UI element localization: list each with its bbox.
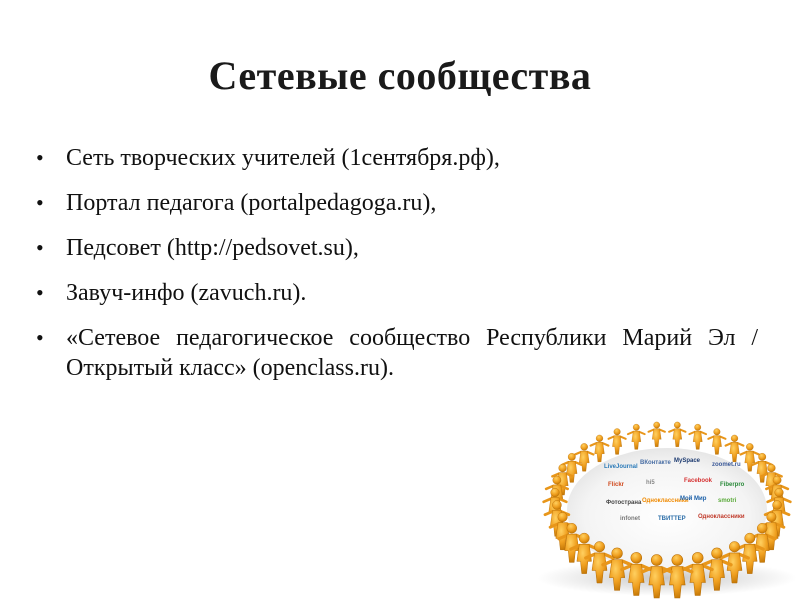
network-logo: Facebook <box>684 478 713 484</box>
person-figure <box>689 424 706 449</box>
bullet-text: Педсовет (http://pedsovet.su), <box>66 235 359 261</box>
bullet-item <box>36 188 758 218</box>
network-logo: smotri <box>718 498 737 504</box>
bullet-marker: • <box>36 145 44 170</box>
network-logo: hi5 <box>646 480 655 486</box>
person-figure <box>726 435 744 462</box>
bullet-text: Портал педагога (portalpedagoga.ru), <box>66 190 437 216</box>
bullet-item <box>36 278 758 308</box>
network-logo: Одноклассники <box>642 498 689 504</box>
network-logo: ВКонтакте <box>640 460 671 466</box>
network-logo: infonet <box>620 516 640 522</box>
bullet-marker: • <box>36 235 44 260</box>
person-figure <box>609 429 626 455</box>
person-figure <box>741 443 759 471</box>
person-figure <box>575 443 593 471</box>
bullet-text: «Сетевое педагогическое сообщество Республики Марий Эл / Открытый класс» (openclass.ru). <box>66 325 758 381</box>
network-logo: LiveJournal <box>604 464 638 470</box>
bullet-item <box>36 233 758 263</box>
bullet-item <box>36 323 758 383</box>
bullet-text: Завуч-инфо (zavuch.ru). <box>66 280 307 306</box>
bullet-marker: • <box>36 325 44 350</box>
social-network-circle-illustration <box>534 400 800 600</box>
bullet-text: Сеть творческих учителей (1сентября.рф), <box>66 145 500 171</box>
person-figure <box>591 435 609 462</box>
network-logo: Fiberpro <box>720 482 745 488</box>
bullet-item <box>36 143 758 173</box>
person-figure <box>628 424 645 449</box>
bullet-marker: • <box>36 190 44 215</box>
bullet-list <box>36 143 758 398</box>
network-logo: Flickr <box>608 482 625 488</box>
slide-title: Сетевые сообщества <box>208 53 592 98</box>
network-logo: MySpace <box>674 458 701 464</box>
person-figure <box>708 429 725 455</box>
network-logo: Одноклассники <box>698 514 745 520</box>
person-figure <box>648 422 665 447</box>
network-logo: Фотострана <box>606 500 642 506</box>
network-logo: ТВИТТЕР <box>658 516 686 522</box>
bullet-marker: • <box>36 280 44 305</box>
person-figure <box>669 422 686 447</box>
network-logo: zoomet.ru <box>712 462 741 468</box>
network-logo: Мой Мир <box>680 496 707 502</box>
